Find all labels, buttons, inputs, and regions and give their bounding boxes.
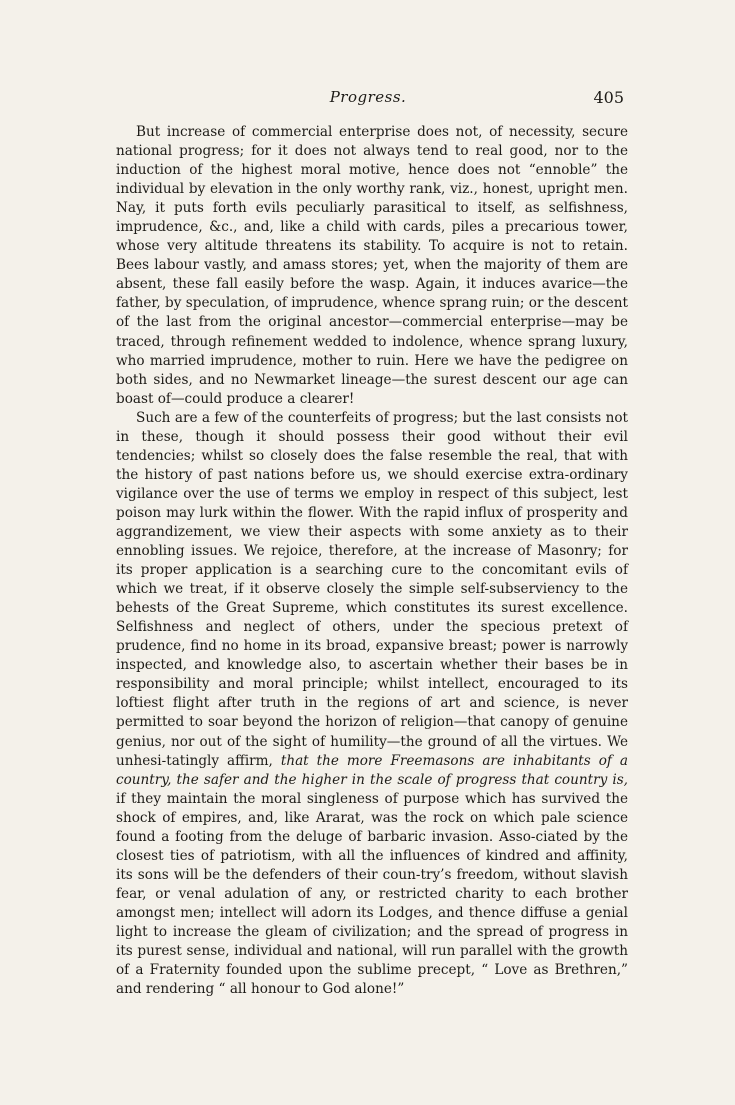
paragraph-2-text-a: Such are a few of the counterfeits of progress; but the last consists not in these, though it should possess their good without their evil tendencies; whilst so closely does the false resemble the real, that with the history of past nations before us, we should exercise extra-ordinary vigilance over the use of terms we employ in respect of this subject, lest poison may lurk within the flower. With the rapid influx of prosperity and aggrandizement, we view their aspects with some anxiety as to their ennobling issues. We rejoice, therefore, at the increase of Masonry; for its proper application is a searching cure to the concomitant evils of which we treat, if it observe closely the simple self-subserviency to the behests of the Great Supreme, which constitutes its surest excellence. Selfishness and neglect of others, under the specious pretext of prudence, find no home in its broad, expansive breast; power is narrowly inspected, and knowledge also, to ascertain whether their bases be in responsibility and moral principle; whilst intellect, encouraged to its loftiest flight after truth in the regions of art and science, is never permitted to soar beyond the horizon of religion—that canopy of genuine genius, nor out of the sight of humility—the ground of all the virtues. We unhesi-tatingly affirm,: [116, 409, 628, 769]
running-head: [112, 88, 624, 110]
paragraph-2-emphasis: that the more Freemasons are inhabitants of a country, the safer and the higher in the scale of progress that country is,: [116, 752, 628, 788]
paragraph-2-text-b: if they maintain the moral singleness of purpose which has survived the shock of empires, and, like Ararat, was the rock on which pale science found a footing from the deluge of barbaric invasion. Asso-ciated by the closest ties of patriotism, with all the influences of kindred and affinity, its sons will be the defenders of their coun-try’s freedom, without slavish fear, or venal adulation of any, or restricted charity to each brother amongst men; intellect will adorn its Lodges, and thence diffuse a genial light to increase the gleam of civilization; and the spread of progress in its purest sense, individual and national, will run parallel with the growth of a Fraternity founded upon the sublime precept, “ Love as Brethren,” and rendering “ all honour to God alone!”: [116, 790, 628, 998]
page-number: 405: [593, 88, 624, 107]
paragraph-1: But increase of commercial enterprise does not, of necessity, secure national progress; for it does not always tend to real good, nor to the induction of the highest moral motive, hence does not “ennoble” the individual by elevation in the only worthy rank, viz., honest, upright men. Nay, it puts forth evils peculiarly parasitical to itself, as selfishness, imprudence, &c., and, like a child with cards, piles a precarious tower, whose very altitude threatens its stability. To acquire is not to retain. Bees labour vastly, and amass stores; yet, when the majority of them are absent, these fall easily before the wasp. Again, it induces avarice—the father, by speculation, of imprudence, whence sprang ruin; or the descent of the last from the original ancestor—commercial enterprise—may be traced, through refinement wedded to indolence, whence sprang luxury, who married imprudence, mother to ruin. Here we have the pedigree on both sides, and no Newmarket lineage—the surest descent our age can boast of—could produce a clearer!: [116, 124, 628, 407]
running-title: Progress.: [329, 88, 407, 106]
body-text: [116, 123, 628, 999]
paragraph-2: [116, 409, 628, 999]
